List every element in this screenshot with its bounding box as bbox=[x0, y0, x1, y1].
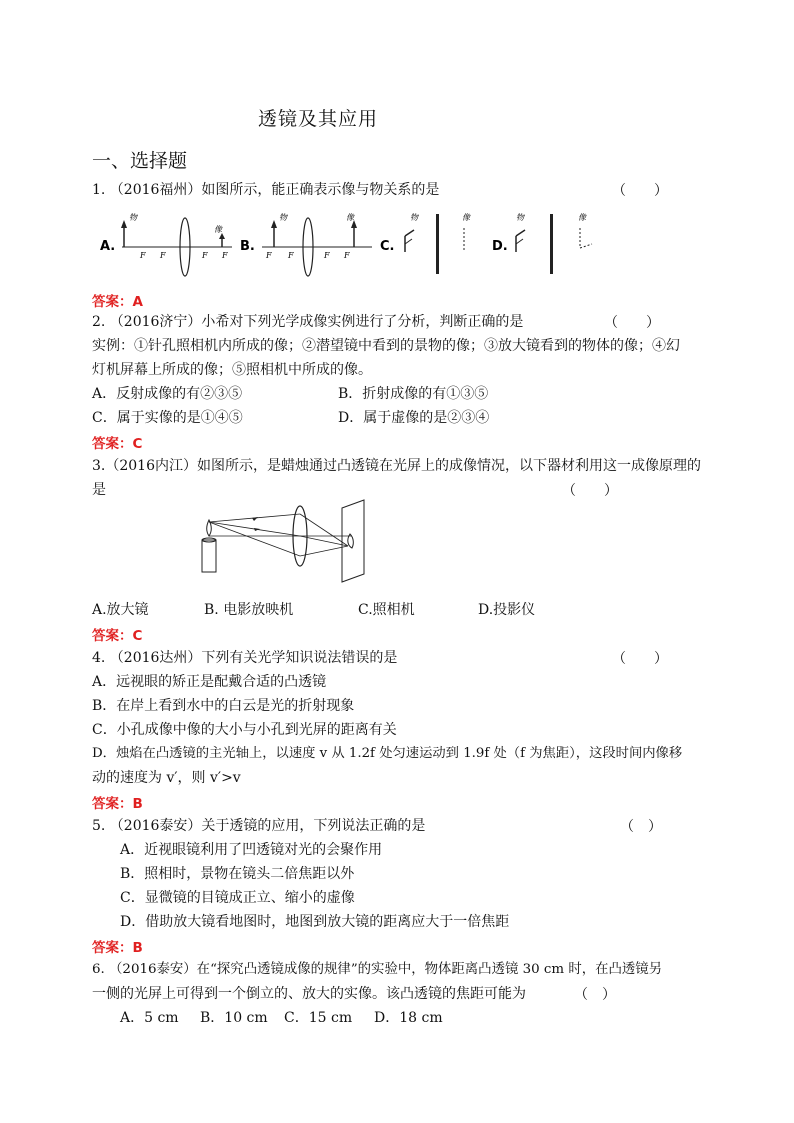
q6-option-d: D．18 cm bbox=[374, 1010, 443, 1026]
q6-option-a: A．5 cm bbox=[120, 1010, 179, 1026]
q1-a-f3: F bbox=[202, 251, 208, 260]
q6-option-b: B．10 cm bbox=[200, 1010, 268, 1026]
q3-option-d: D.投影仪 bbox=[478, 602, 536, 618]
q6-paren: （ ） bbox=[574, 987, 616, 1003]
q3-stem: 3.（2016内江）如图所示，是蜡烛通过凸透镜在光屏上的成像情况，以下器材利用这一成像原理的 bbox=[92, 458, 701, 474]
q3-option-c: C.照相机 bbox=[358, 602, 415, 618]
q1-diagram-b bbox=[262, 213, 372, 276]
q1-paren: （ ） bbox=[612, 183, 668, 199]
q2-paren: （ ） bbox=[604, 315, 660, 331]
q3-figure bbox=[192, 500, 392, 584]
q1-label-c: C. bbox=[380, 239, 395, 254]
q2-answer: 答案：C bbox=[92, 436, 143, 452]
q1-stem: 1. （2016福州）如图所示，能正确表示像与物关系的是 bbox=[92, 182, 440, 198]
q2-line2: 实例：①针孔照相机内所成的像；②潜望镜中看到的景物的像；③放大镜看到的物体的像；④幻 bbox=[92, 338, 680, 354]
q1-figure bbox=[92, 206, 612, 282]
q1-d-img-text: 像 bbox=[578, 213, 586, 222]
q1-b-f2: F bbox=[288, 251, 294, 260]
q2-option-a: A．反射成像的有②③⑤ bbox=[92, 386, 243, 402]
q4-stem: 4. （2016达州）下列有关光学知识说法错误的是 bbox=[92, 650, 398, 666]
q1-d-obj-text: 物 bbox=[516, 213, 524, 222]
q1-diagram-c bbox=[405, 213, 471, 274]
q1-c-img-text: 像 bbox=[462, 213, 470, 222]
section-heading: 一、选择题 bbox=[92, 150, 188, 172]
q1-label-a: A. bbox=[100, 239, 116, 254]
q3-line2: 是 bbox=[92, 482, 106, 498]
q5-answer: 答案：B bbox=[92, 940, 143, 956]
q5-option-a: A．近视眼镜利用了凹透镜对光的会聚作用 bbox=[120, 842, 383, 858]
q1-a-f1: F bbox=[140, 251, 146, 260]
q1-b-obj-text: 物 bbox=[279, 213, 287, 222]
q5-option-c: C．显微镜的目镜成正立、缩小的虚像 bbox=[120, 890, 355, 906]
q4-option-d-line1: D．烛焰在凸透镜的主光轴上，以速度 v 从 1.2f 处匀速运动到 1.9f 处（f 为焦距），这段时间内像移 bbox=[92, 746, 683, 761]
q6-stem: 6. （2016泰安）在“探究凸透镜成像的规律”的实验中，物体距离凸透镜 30 cm 时，在凸透镜另 bbox=[92, 962, 663, 977]
q1-c-obj-text: 物 bbox=[410, 213, 418, 222]
q3-option-a: A.放大镜 bbox=[92, 602, 149, 618]
q1-a-f2: F bbox=[160, 251, 166, 260]
q4-option-d-line2: 动的速度为 v′，则 v′>v bbox=[92, 770, 241, 786]
q2-option-b: B．折射成像的有①③⑤ bbox=[338, 386, 489, 402]
q5-option-b: B．照相时，景物在镜头二倍焦距以外 bbox=[120, 866, 355, 882]
q3-answer: 答案：C bbox=[92, 628, 143, 644]
q6-option-c: C．15 cm bbox=[284, 1010, 353, 1026]
q5-stem: 5. （2016泰安）关于透镜的应用，下列说法正确的是 bbox=[92, 818, 426, 834]
q2-line3: 灯机屏幕上所成的像；⑤照相机中所成的像。 bbox=[92, 362, 372, 378]
q4-option-b: B．在岸上看到水中的白云是光的折射现象 bbox=[92, 698, 355, 714]
q5-paren: （ ） bbox=[620, 819, 662, 835]
q3-option-b: B. 电影放映机 bbox=[204, 602, 294, 618]
q6-line2: 一侧的光屏上可得到一个倒立的、放大的实像。该凸透镜的焦距可能为 bbox=[92, 986, 526, 1002]
q1-label-d: D. bbox=[492, 239, 508, 254]
q3-paren: （ ） bbox=[562, 483, 618, 499]
q1-diagram-a bbox=[121, 213, 232, 276]
q1-label-b: B. bbox=[240, 239, 255, 254]
q1-a-f4: F bbox=[222, 251, 228, 260]
q5-option-d: D．借助放大镜看地图时，地图到放大镜的距离应大于一倍焦距 bbox=[120, 914, 510, 930]
q1-b-f1: F bbox=[266, 251, 272, 260]
q1-b-img-text: 像 bbox=[346, 213, 354, 222]
q2-option-d: D．属于虚像的是②③④ bbox=[338, 410, 490, 426]
q1-answer: 答案：A bbox=[92, 294, 143, 310]
q1-a-obj-text: 物 bbox=[129, 213, 137, 222]
q4-answer: 答案：B bbox=[92, 796, 143, 812]
q4-option-a: A．远视眼的矫正是配戴合适的凸透镜 bbox=[92, 674, 327, 690]
q2-stem: 2. （2016济宁）小希对下列光学成像实例进行了分析，判断正确的是 bbox=[92, 314, 524, 330]
q2-option-c: C．属于实像的是①④⑤ bbox=[92, 410, 243, 426]
q4-paren: （ ） bbox=[612, 651, 668, 667]
page-title: 透镜及其应用 bbox=[258, 108, 379, 130]
q1-diagram-d bbox=[516, 213, 592, 274]
q1-a-img-text: 像 bbox=[214, 225, 222, 234]
q1-b-f4: F bbox=[344, 251, 350, 260]
q4-option-c: C．小孔成像中像的大小与小孔到光屏的距离有关 bbox=[92, 722, 397, 738]
q1-b-f3: F bbox=[324, 251, 330, 260]
